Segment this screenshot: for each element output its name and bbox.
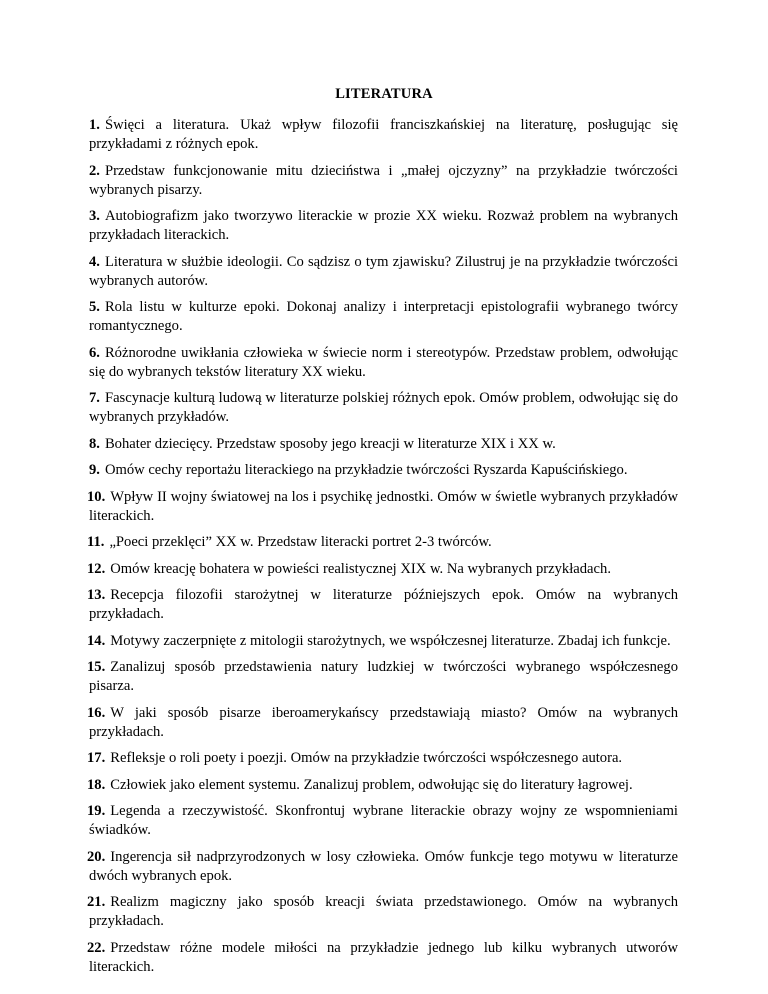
topic-item xyxy=(89,344,678,382)
topic-number: 20. xyxy=(87,848,106,865)
topic-text: Omów kreację bohatera w powieści realistycznej XIX w. Na wybranych przykładach. xyxy=(110,560,611,577)
topic-item xyxy=(89,253,678,291)
topic-number: 22. xyxy=(87,939,106,956)
topic-number: 21. xyxy=(87,894,106,910)
topic-text: Różnorodne uwikłania człowieka w świecie norm i stereotypów. Przedstaw problem, odwołując się do wybranych tekstów literatury XX wieku. xyxy=(89,344,678,380)
topic-item xyxy=(89,848,678,886)
topic-number: 17. xyxy=(87,750,106,766)
topic-text: Recepcja filozofii starożytnej w literaturze późniejszych epok. Omów na wybranych przykładach. xyxy=(89,587,678,622)
topic-number: 18. xyxy=(87,776,106,793)
topic-number: 9. xyxy=(89,462,100,478)
topic-text: Motywy zaczerpnięte z mitologii starożytnych, we współczesnej literaturze. Zbadaj ich funkcje. xyxy=(110,632,671,649)
topic-number: 10. xyxy=(87,488,106,505)
topic-number: 1. xyxy=(89,117,100,133)
topic-number: 14. xyxy=(87,632,106,649)
topic-item xyxy=(89,802,678,840)
topic-text: Człowiek jako element systemu. Zanalizuj problem, odwołując się do literatury łagrowej. xyxy=(110,776,633,793)
topic-number: 7. xyxy=(89,390,100,406)
topic-text: Fascynacje kulturą ludową w literaturze polskiej różnych epok. Omów problem, odwołując się do wybranych przykładów. xyxy=(89,390,678,425)
topic-item xyxy=(89,488,678,526)
topic-number: 15. xyxy=(87,659,106,675)
topic-number: 13. xyxy=(87,587,106,603)
topic-number: 4. xyxy=(89,253,100,270)
topic-number: 2. xyxy=(89,162,100,179)
topic-item xyxy=(89,207,678,245)
topic-text: Przedstaw funkcjonowanie mitu dzieciństwa i „małej ojczyzny” na przykładzie twórczości wybranych pisarzy. xyxy=(89,162,678,198)
topic-item xyxy=(89,116,678,154)
topic-text: Literatura w służbie ideologii. Co sądzisz o tym zjawisku? Zilustruj je na przykładzie twórczości wybranych autorów. xyxy=(89,253,678,289)
topic-number: 12. xyxy=(87,560,106,577)
topic-item xyxy=(89,435,678,454)
topic-number: 5. xyxy=(89,299,100,315)
topic-item xyxy=(89,632,678,651)
topic-item xyxy=(89,776,678,795)
topic-item xyxy=(89,704,678,742)
topic-item xyxy=(89,533,678,552)
topic-list xyxy=(89,116,678,984)
topic-text: Legenda a rzeczywistość. Skonfrontuj wybrane literackie obrazy wojny ze wspomnieniami świadków. xyxy=(89,803,678,838)
topic-text: „Poeci przeklęci” XX w. Przedstaw literacki portret 2-3 twórców. xyxy=(109,534,492,550)
topic-item xyxy=(89,461,678,480)
topic-text: Realizm magiczny jako sposób kreacji świata przedstawionego. Omów na wybranych przykładach. xyxy=(89,894,678,929)
topic-text: Wpływ II wojny światowej na los i psychikę jednostki. Omów w świetle wybranych przykładów literackich. xyxy=(89,488,678,524)
topic-item xyxy=(89,560,678,579)
topic-text: W jaki sposób pisarze iberoamerykańscy przedstawiają miasto? Omów na wybranych przykładach. xyxy=(89,704,678,740)
topic-item xyxy=(89,389,678,427)
topic-number: 11. xyxy=(87,534,105,550)
topic-text: Bohater dziecięcy. Przedstaw sposoby jego kreacji w literaturze XIX i XX w. xyxy=(104,435,556,452)
topic-item xyxy=(89,749,678,768)
topic-number: 8. xyxy=(89,435,100,452)
topic-item xyxy=(89,298,678,336)
topic-text: Rola listu w kulturze epoki. Dokonaj analizy i interpretacji epistolografii wybranego twórcy romantycznego. xyxy=(89,299,678,334)
topic-text: Święci a literatura. Ukaż wpływ filozofii franciszkańskiej na literaturę, posługując się przykładami z różnych epok. xyxy=(89,117,678,152)
topic-text: Zanalizuj sposób przedstawienia natury ludzkiej w twórczości wybranego współczesnego pisarza. xyxy=(89,659,678,694)
topic-text: Ingerencja sił nadprzyrodzonych w losy człowieka. Omów funkcje tego motywu w literaturze dwóch wybranych epok. xyxy=(89,848,678,884)
topic-number: 3. xyxy=(89,208,100,224)
topic-item xyxy=(89,893,678,931)
topic-item xyxy=(89,939,678,977)
topic-number: 19. xyxy=(87,803,106,819)
page-title: LITERATURA xyxy=(335,86,433,102)
topic-number: 6. xyxy=(89,344,100,361)
topic-text: Przedstaw różne modele miłości na przykładzie jednego lub kilku wybranych utworów literackich. xyxy=(89,939,678,975)
topic-item xyxy=(89,162,678,200)
topic-number: 16. xyxy=(87,704,106,721)
topic-item xyxy=(89,586,678,624)
topic-text: Autobiografizm jako tworzywo literackie w prozie XX wieku. Rozważ problem na wybranych przykładach literackich. xyxy=(89,208,678,243)
topic-text: Omów cechy reportażu literackiego na przykładzie twórczości Ryszarda Kapuścińskiego. xyxy=(104,462,628,478)
topic-text: Refleksje o roli poety i poezji. Omów na przykładzie twórczości współczesnego autora. xyxy=(110,750,623,766)
topic-item xyxy=(89,658,678,696)
